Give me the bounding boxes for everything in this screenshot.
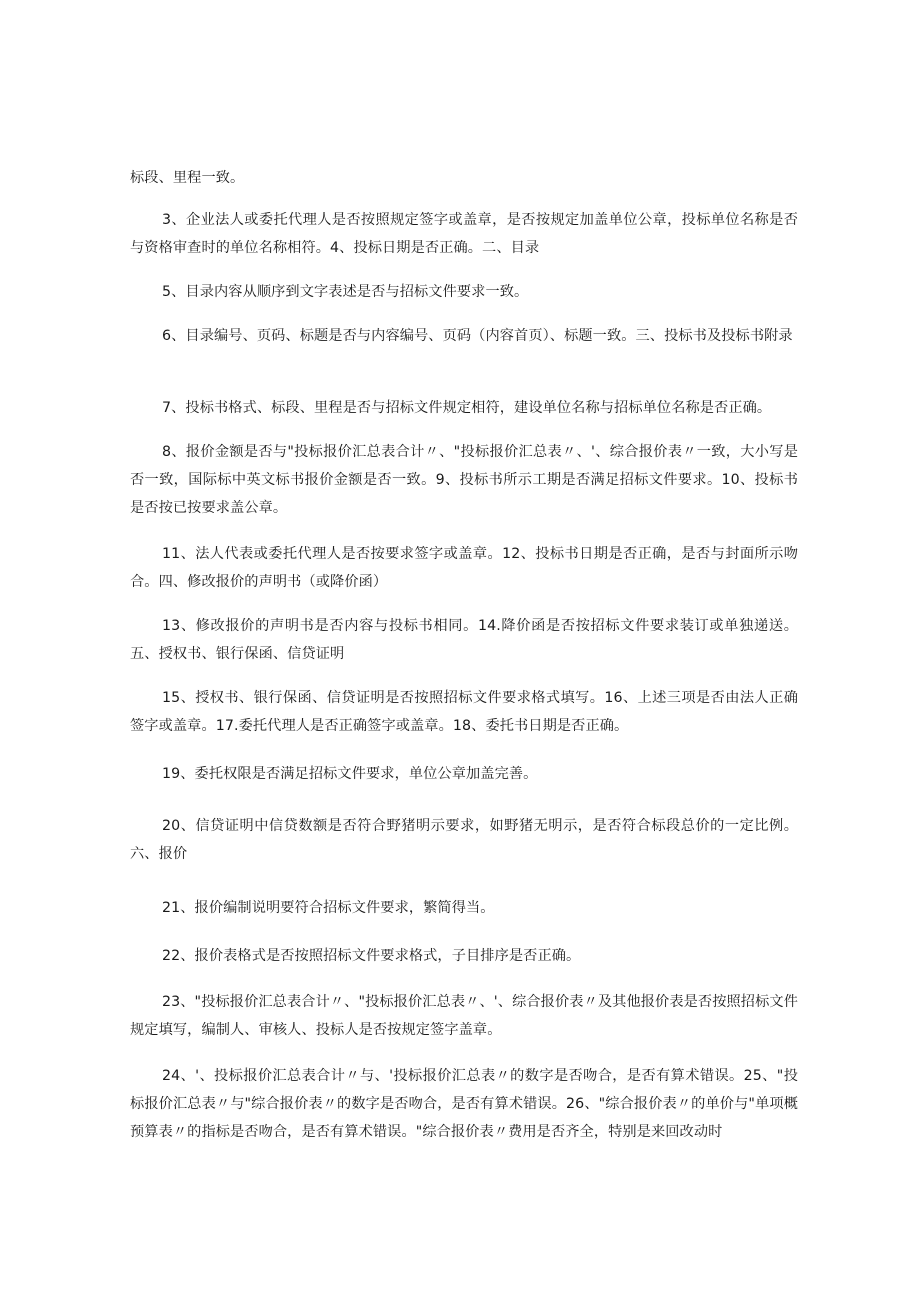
- paragraph-item-8-10: 8、报价金额是否与"投标报价汇总表合计〃、"投标报价汇总表〃、'、综合报价表〃一致，大小写是否一致，国际标中英文标书报价金额是否一致。9、投标书所示工期是否满足招标文件要求。10、投标书是否按已按要求盖公章。: [130, 444, 798, 516]
- paragraph-item-13-14: 13、修改报价的声明书是否内容与投标书相同。14.降价函是否按招标文件要求装订或单独递送。五、授权书、银行保函、信贷证明: [130, 618, 798, 662]
- paragraph-item-11-12: 11、法人代表或委托代理人是否按要求签字或盖章。12、投标书日期是否正确，是否与封面所示吻合。四、修改报价的声明书（或降价函）: [130, 546, 798, 590]
- paragraph-item-3-4: 3、企业法人或委托代理人是否按照规定签字或盖章，是否按规定加盖单位公章，投标单位名称是否与资格审查时的单位名称相符。4、投标日期是否正确。二、目录: [130, 212, 798, 256]
- paragraph-item-15-18: 15、授权书、银行保函、信贷证明是否按照招标文件要求格式填写。16、上述三项是否由法人正确签字或盖章。17.委托代理人是否正确签字或盖章。18、委托书日期是否正确。: [130, 690, 798, 734]
- paragraph-item-7: 7、投标书格式、标段、里程是否与招标文件规定相符，建设单位名称与招标单位名称是否正确。: [162, 400, 772, 416]
- paragraph-item-19: 19、委托权限是否满足招标文件要求，单位公章加盖完善。: [162, 766, 538, 782]
- paragraph-item-23: 23、"投标报价汇总表合计〃、"投标报价汇总表〃、'、综合报价表〃及其他报价表是否按照招标文件规定填写，编制人、审核人、投标人是否按规定签字盖章。: [130, 994, 798, 1038]
- paragraph-item-24-26: 24、'、投标报价汇总表合计〃与、'投标报价汇总表〃的数字是否吻合，是否有算术错误。25、"投标报价汇总表〃与"综合报价表〃的数字是否吻合，是否有算术错误。26、"综合报价表〃的单价与"单项概预算表〃的指标是否吻合，是否有算术错误。"综合报价表〃费用是否齐全，特别是来回改动时: [130, 1068, 798, 1140]
- paragraph-item-5: 5、目录内容从顺序到文字表述是否与招标文件要求一致。: [162, 284, 529, 300]
- paragraph-item-22: 22、报价表格式是否按照招标文件要求格式，子目排序是否正确。: [162, 948, 581, 964]
- paragraph-item-6: 6、目录编号、页码、标题是否与内容编号、页码（内容首页）、标题一致。三、投标书及投标书附录: [162, 328, 793, 344]
- paragraph-item-20: 20、信贷证明中信贷数额是否符合野猪明示要求，如野猪无明示，是否符合标段总价的一定比例。六、报价: [130, 818, 798, 862]
- paragraph-continuation: 标段、里程一致。: [130, 170, 245, 186]
- paragraph-item-21: 21、报价编制说明要符合招标文件要求，繁简得当。: [162, 900, 495, 916]
